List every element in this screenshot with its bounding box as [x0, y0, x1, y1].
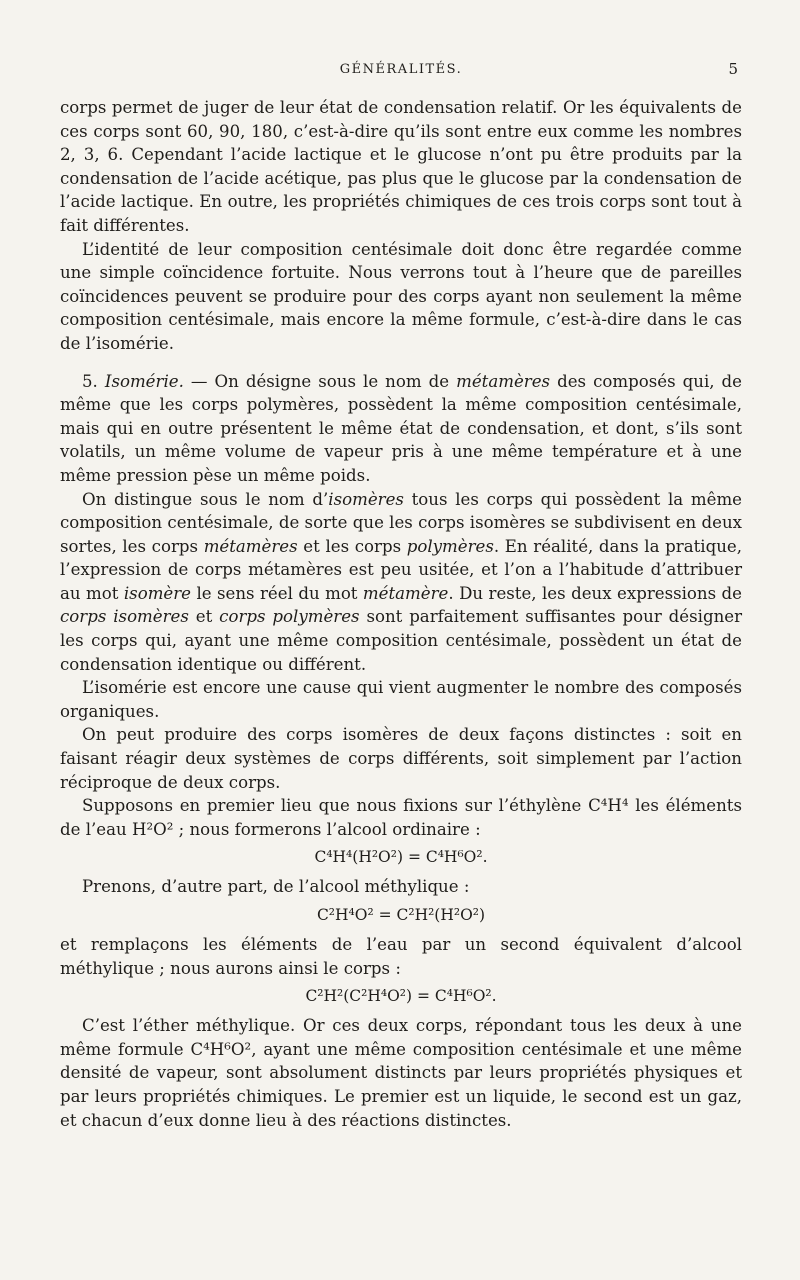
- section-title: Isomérie.: [104, 371, 184, 391]
- paragraph-4: On distingue sous le nom d’isomères tous les corps qui possèdent la même composition centésimale, de sorte que les corps isomères se subdivisent en deux sortes, les corps métamères et les corps polymères. En réalité, dans la pratique, l’expression de corps métamères est peu usitée, et l’on a l’habitude d’attribuer au mot isomère le sens réel du mot métamère. Du reste, les deux expressions de corps isomères et corps polymères sont parfaitement suffisantes pour désigner les corps qui, ayant une même composition centésimale, possèdent un état de condensation identique ou différent.: [60, 489, 743, 674]
- paragraph-7: Supposons en premier lieu que nous fixions sur l’éthylène C⁴H⁴ les éléments de l’eau H²O² ; nous formerons l’alcool ordinaire :: [60, 796, 742, 839]
- page-body: [60, 96, 742, 1132]
- paragraph-6: On peut produire des corps isomères de deux façons distinctes : soit en faisant réagir deux systèmes de corps différents, soit simplement par l’action réciproque de deux corps.: [60, 725, 742, 792]
- running-head-title: GÉNÉRALITÉS.: [339, 62, 463, 77]
- page-number: 5: [728, 60, 738, 78]
- paragraph-10: C’est l’éther méthylique. Or ces deux corps, répondant tous les deux à une même formule C⁴H⁶O², ayant une même composition centésimale et une même densité de vapeur, sont absolument distincts par leurs propriétés physiques et par leurs propriétés chimiques. Le premier est un liquide, le second est un gaz, et chacun d’eux donne lieu à des réactions distinctes.: [60, 1016, 742, 1130]
- paragraph-isomerie: 5. Isomérie. — On désigne sous le nom de métamères des composés qui, de même que les corps polymères, possèdent la même composition centésimale, mais qui en outre présentent le même état de condensation, et dont, s’ils sont volatils, un même volume de vapeur pris à une même température et à une même pression pèse un même poids.: [60, 371, 743, 485]
- formula-ether: C²H²(C²H⁴O²) = C⁴H⁶O².: [305, 987, 497, 1006]
- formula-alcool: C⁴H⁴(H²O²) = C⁴H⁶O².: [314, 848, 488, 867]
- term-metameres: métamères: [456, 371, 551, 391]
- section-number: 5.: [82, 371, 98, 391]
- paragraph-2: L’identité de leur composition centésimale doit donc être regardée comme une simple coïncidence fortuite. Nous verrons tout à l’heure que de pareilles coïncidences peuvent se produire pour des corps ayant non seulement la même composition centésimale, mais encore la même formule, c’est-à-dire dans le cas de l’isomérie.: [60, 239, 742, 353]
- paragraph-9: et remplaçons les éléments de l’eau par un second équivalent d’alcool méthylique ; nous aurons ainsi le corps :: [60, 935, 742, 978]
- paragraph-5: L’isomérie est encore une cause qui vient augmenter le nombre des composés organiques.: [60, 678, 742, 721]
- paragraph-1: corps permet de juger de leur état de condensation relatif. Or les équivalents de ces corps sont 60, 90, 180, c’est-à-dire qu’ils sont entre eux comme les nombres 2, 3, 6. Cependant l’acide lactique et le glucose n’ont pu être produits par la condensation de l’acide acétique, pas plus que le glucose par la condensation de l’acide lactique. En outre, les propriétés chimiques de ces trois corps sont tout à fait différentes.: [60, 98, 742, 235]
- formula-alcool-methylique: C²H⁴O² = C²H²(H²O²): [316, 906, 486, 924]
- running-head: [60, 0, 742, 78]
- paragraph-8: Prenons, d’autre part, de l’alcool méthylique :: [82, 877, 470, 897]
